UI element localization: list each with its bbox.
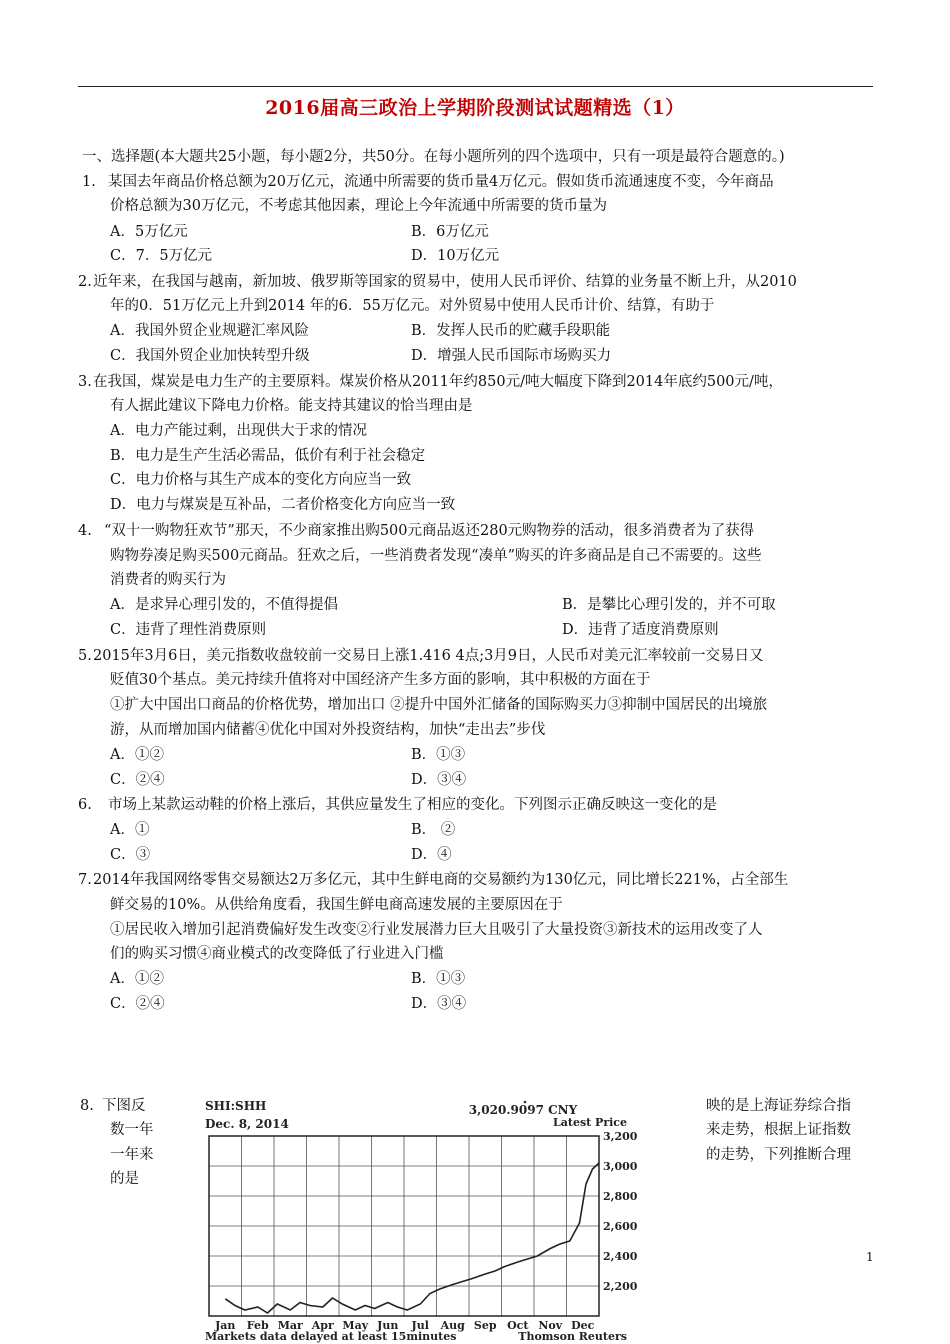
option-b: B．①③	[411, 747, 466, 763]
option-c: C．电力价格与其生产成本的变化方向应当一致	[110, 472, 412, 488]
option-b: B．电力是生产生活必需品，低价有利于社会稳定	[110, 448, 426, 464]
chart-mark-dot	[524, 1101, 527, 1104]
question-number: 7.	[78, 872, 92, 888]
stock-index-chart	[203, 1096, 663, 1344]
option-c: C．7．5万亿元	[110, 248, 213, 264]
question-number: 6.	[78, 797, 92, 813]
question-stem-line: 消费者的购买行为	[110, 572, 226, 588]
option-d: D．违背了适度消费原则	[562, 622, 719, 638]
chart-x-tick-label: Feb	[246, 1319, 269, 1332]
question-stem-line: 市场上某款运动鞋的价格上涨后，其供应量发生了相应的变化。下列图示正确反映这一变化的是	[108, 797, 717, 813]
question-stem-line: 下图反	[102, 1098, 146, 1114]
page-title: 2016届高三政治上学期阶段测试试题精选（1）	[265, 97, 685, 119]
question-number: 3.	[78, 374, 92, 390]
chart-footer-right: Thomson Reuters	[518, 1330, 627, 1343]
chart-x-tick-label: Sep	[473, 1319, 497, 1332]
question-stem-line: 的是	[110, 1171, 139, 1187]
chart-y-tick-label: 2,200	[603, 1280, 638, 1293]
chart-y-axis	[603, 1130, 638, 1293]
question-stem-line: 鲜交易的10%。从供给角度看，我国生鲜电商高速发展的主要原因在于	[110, 897, 563, 913]
question-stem-line: 游，从而增加国内储蓄④优化中国对外投资结构，加快“走出去”步伐	[110, 722, 546, 738]
question-number: 5.	[78, 648, 92, 664]
chart-y-tick-label: 2,400	[603, 1250, 638, 1263]
chart-latest-label: Latest Price	[553, 1116, 627, 1129]
question-stem-line: “双十一购物狂欢节”那天，不少商家推出购500元商品返还280元购物券的活动，很多消费者为了获得	[104, 523, 755, 539]
option-a: A．①	[110, 822, 150, 838]
question-stem-line: 某国去年商品价格总额为20万亿元，流通中所需要的货币量4万亿元。假如货币流通速度不变，今年商品	[108, 174, 774, 190]
question-stem-line: ①扩大中国出口商品的价格优势，增加出口 ②提升中国外汇储备的国际购买力③抑制中国居民的出境旅	[110, 697, 768, 713]
option-b: B．6万亿元	[411, 224, 489, 240]
option-b: B． ②	[411, 822, 456, 838]
question-stem-line: 来走势，根据上证指数	[706, 1122, 851, 1138]
question-stem-line: 近年来，在我国与越南，新加坡、俄罗斯等国家的贸易中，使用人民币评价、结算的业务量不断上升，从2010	[93, 274, 797, 290]
question-stem-line: 价格总额为30万亿元，不考虑其他因素，理论上今年流通中所需要的货币量为	[110, 198, 607, 214]
question-stem-line: 有人据此建议下降电力价格。能支持其建议的恰当理由是	[110, 398, 473, 414]
chart-x-tick-label: Nov	[538, 1319, 563, 1332]
chart-x-tick-label: Aug	[440, 1319, 465, 1332]
chart-x-tick-label: Mar	[277, 1319, 303, 1332]
chart-x-tick-label: Jun	[377, 1319, 399, 1332]
question-stem-line: 一年来	[110, 1147, 154, 1163]
option-c: C．②④	[110, 996, 165, 1012]
option-d: D．④	[411, 847, 452, 863]
question-stem-line: 映的是上海证券综合指	[706, 1098, 851, 1114]
chart-x-tick-label: Jan	[215, 1319, 236, 1332]
question-stem-line: 贬值30个基点。美元持续升值将对中国经济产生多方面的影响，其中积极的方面在于	[110, 672, 651, 688]
chart-x-tick-label: Apr	[311, 1319, 334, 1332]
option-a: A．是求异心理引发的，不值得提倡	[110, 597, 338, 613]
chart-series-line	[225, 1163, 599, 1313]
section-header: 一、选择题(本大题共25小题，每小题2分，共50分。在每小题所列的四个选项中，只有一项是最符合题意的。)	[82, 149, 785, 165]
chart-x-tick-label: Oct	[507, 1319, 529, 1332]
chart-x-tick-label: Dec	[571, 1319, 595, 1332]
option-d: D．10万亿元	[411, 248, 500, 264]
chart-x-tick-label: Jul	[411, 1319, 429, 1332]
option-d: D．③④	[411, 996, 467, 1012]
question-number: 4.	[78, 523, 92, 539]
option-d: D．电力与煤炭是互补品，二者价格变化方向应当一致	[110, 497, 456, 513]
question-stem-line: 数一年	[110, 1122, 154, 1138]
option-d: D．③④	[411, 772, 467, 788]
question-stem-line: ①居民收入增加引起消费偏好发生改变②行业发展潜力巨大且吸引了大量投资③新技术的运用改变了人	[110, 922, 763, 938]
option-a: A．电力产能过剩，出现供大于求的情况	[110, 423, 367, 439]
chart-y-tick-label: 2,800	[603, 1190, 638, 1203]
chart-footer-left: Markets data delayed at least 15minutes	[205, 1330, 457, 1343]
option-a: A．①②	[110, 747, 164, 763]
chart-y-tick-label: 3,000	[603, 1160, 638, 1173]
question-number: 8.	[80, 1098, 94, 1114]
option-c: C．违背了理性消费原则	[110, 622, 267, 638]
question-stem-line: 的走势，下列推断合理	[706, 1147, 851, 1163]
option-b: B．①③	[411, 971, 466, 987]
question-stem-line: 购物券凑足购买500元商品。狂欢之后，一些消费者发现“凑单”购买的许多商品是自己不需要的。这些	[110, 548, 762, 564]
page-number: 1	[866, 1250, 874, 1264]
question-stem-line: 年的0．51万亿元上升到2014 年的6．55万亿元。对外贸易中使用人民币计价、结算，有助于	[110, 298, 715, 314]
question-stem-line: 在我国，煤炭是电力生产的主要原料。煤炭价格从2011年约850元/吨大幅度下降到2014年底约500元/吨，	[93, 374, 783, 390]
option-d: D．增强人民币国际市场购买力	[411, 348, 612, 364]
chart-x-tick-label: May	[342, 1319, 369, 1332]
chart-y-tick-label: 2,600	[603, 1220, 638, 1233]
chart-grid	[209, 1136, 599, 1316]
chart-subtitle: Dec. 8, 2014	[205, 1117, 289, 1131]
question-number: 1.	[82, 174, 96, 190]
option-b: B．是攀比心理引发的，并不可取	[562, 597, 776, 613]
header-rule	[78, 86, 873, 87]
question-number: 2.	[78, 274, 92, 290]
option-c: C．②④	[110, 772, 165, 788]
chart-latest-value: 3,020.9097 CNY	[468, 1103, 578, 1117]
option-a: A．①②	[110, 971, 164, 987]
option-a: A．我国外贸企业规避汇率风险	[110, 323, 309, 339]
chart-title: SHI:SHH	[205, 1099, 267, 1113]
question-stem-line: 2015年3月6日，美元指数收盘较前一交易日上涨1.416 4点;3月9日，人民币对美元汇率较前一交易日又	[93, 648, 764, 664]
question-stem-line: 们的购买习惯④商业模式的改变降低了行业进入门槛	[110, 946, 444, 962]
option-c: C．我国外贸企业加快转型升级	[110, 348, 310, 364]
question-stem-line: 2014年我国网络零售交易额达2万多亿元，其中生鲜电商的交易额约为130亿元，同比增长221%，占全部生	[93, 872, 789, 888]
option-b: B．发挥人民币的贮藏手段职能	[411, 323, 611, 339]
chart-y-tick-label: 3,200	[603, 1130, 638, 1143]
option-a: A．5万亿元	[110, 224, 188, 240]
option-c: C．③	[110, 847, 151, 863]
